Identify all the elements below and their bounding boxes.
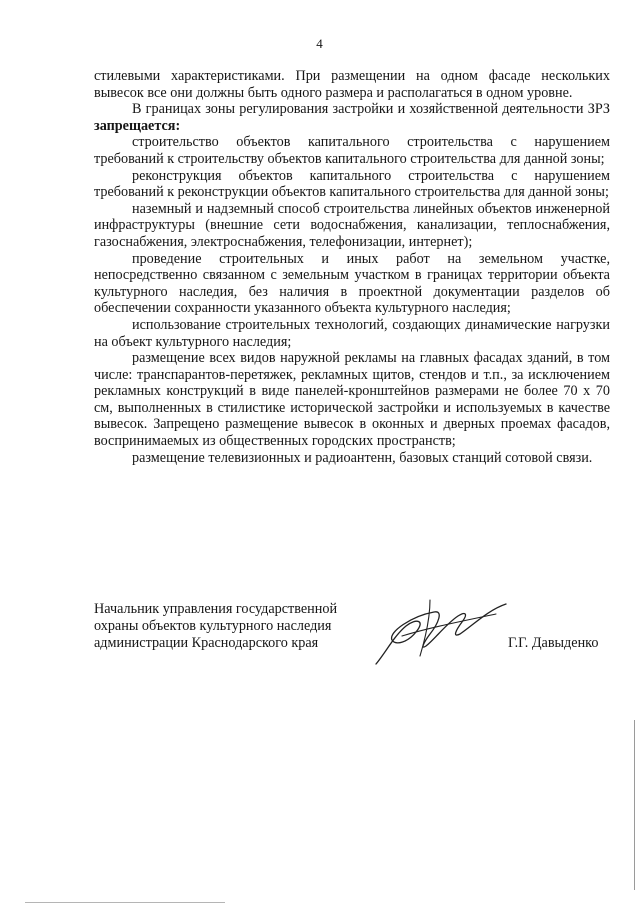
signer-title-line-1: Начальник управления государственной: [94, 601, 338, 617]
paragraph-2-text: В границах зоны регулирования застройки и хозяйственной деятельности ЗРЗ: [132, 101, 610, 118]
scan-bottom-line: [25, 902, 225, 903]
paragraph-4: реконструкция объектов капитального строительства с нарушением требований к реконструкции объектов капитального строительства для данной зоны;: [94, 167, 610, 201]
paragraph-3: строительство объектов капитального строительства с нарушением требований к строительству объектов капитального строительства для данной зоны;: [94, 134, 610, 167]
paragraph-6: проведение строительных и иных работ на земельном участке, непосредственно связанном с земельным участком в границах территории объекта культурного наследия, без наличия в проектной документации разделов об обеспечении сохранности указанного объекта культурного наследия;: [94, 250, 610, 317]
page-number: 4: [316, 36, 323, 51]
paragraph-2-bold: запрещается:: [94, 117, 181, 134]
paragraph-8: размещение всех видов наружной рекламы на главных фасадах зданий, в том числе: транспарантов-перетяжек, рекламных щитов, стендов и т.п., за исключением рекламных конструкций в виде панелей-кронштейнов размерами не более 70 х 70 см, выполненных в стилистике исторической застройки и используемых в качестве вывесок. Запрещено размещение вывесок в оконных и дверных проемах фасадов, воспринимаемых из общественных городских пространств;: [94, 350, 610, 450]
signer-title-line-3: администрации Краснодарского края: [94, 635, 319, 651]
handwritten-signature: [372, 596, 512, 668]
paragraph-5: наземный и надземный способ строительства линейных объектов инженерной инфраструктуры (внешние сети водоснабжения, канализации, теплоснабжения, газоснабжения, электроснабжения, телефонизации, интернет);: [94, 200, 610, 250]
paragraph-9: размещение телевизионных и радиоантенн, базовых станций сотовой связи.: [132, 449, 593, 466]
paragraph-2: [94, 101, 610, 134]
body-text: [94, 68, 610, 466]
paragraph-7: использование строительных технологий, создающих динамические нагрузки на объект культурного наследия;: [94, 316, 610, 350]
paragraph-1: стилевыми характеристиками. При размещении на одном фасаде нескольких вывесок все они должны быть одного размера и располагаться в одном уровне.: [94, 68, 610, 101]
scan-edge-line: [634, 720, 635, 890]
signer-title-line-2: охраны объектов культурного наследия: [94, 618, 332, 634]
signer-name: Г.Г. Давыденко: [508, 635, 599, 651]
signature-block: [94, 601, 384, 652]
